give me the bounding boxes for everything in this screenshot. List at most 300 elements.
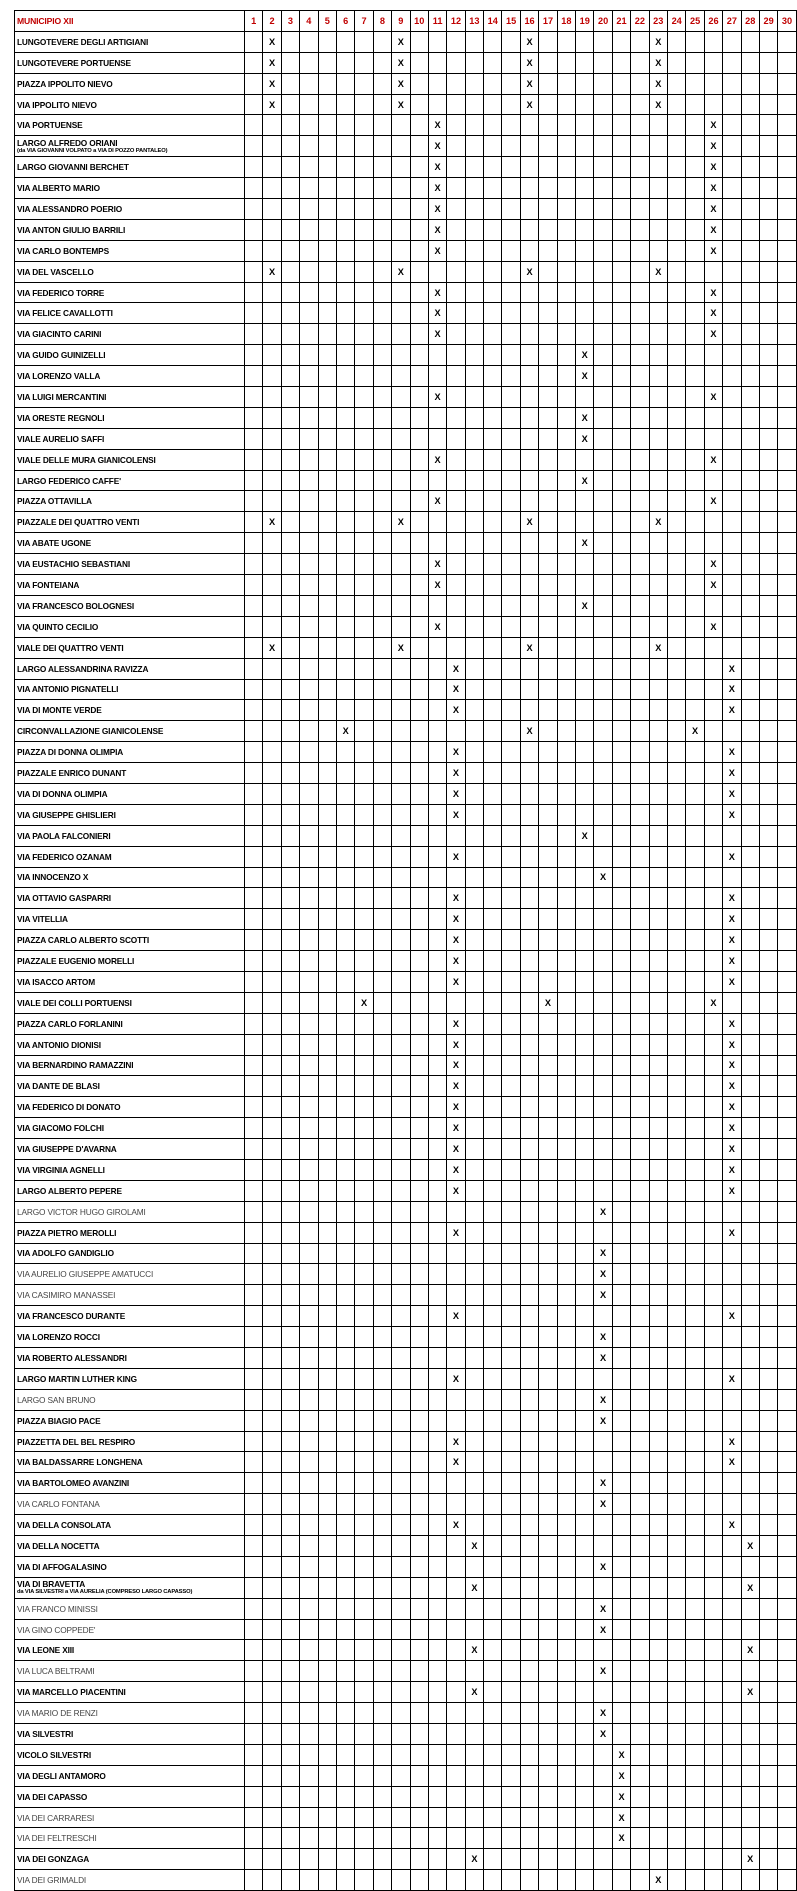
day-cell	[245, 1703, 263, 1724]
day-cell	[373, 700, 391, 721]
day-cell	[778, 1327, 796, 1348]
day-cell	[281, 157, 299, 178]
day-cell	[373, 1598, 391, 1619]
day-cell	[502, 1410, 520, 1431]
day-cell	[778, 700, 796, 721]
day-cell	[447, 1724, 465, 1745]
day-cell	[465, 449, 483, 470]
day-cell	[245, 595, 263, 616]
day-cell	[741, 804, 759, 825]
day-cell	[447, 73, 465, 94]
table-row	[15, 1201, 797, 1222]
day-mark: X	[723, 1180, 741, 1201]
day-cell	[300, 94, 318, 115]
day-cell	[502, 366, 520, 387]
day-cell	[318, 1055, 336, 1076]
day-cell	[410, 115, 428, 136]
table-row	[15, 1285, 797, 1306]
day-cell	[336, 742, 354, 763]
day-mark: X	[392, 31, 410, 52]
day-cell	[373, 1849, 391, 1870]
day-cell	[576, 1013, 594, 1034]
day-cell	[667, 888, 685, 909]
day-cell	[778, 261, 796, 282]
day-cell	[392, 1724, 410, 1745]
street-name: LARGO FEDERICO CAFFE'	[15, 470, 245, 491]
day-cell	[686, 240, 704, 261]
day-cell	[355, 31, 373, 52]
day-cell	[355, 700, 373, 721]
day-header: 1	[245, 11, 263, 32]
day-cell	[300, 1807, 318, 1828]
day-cell	[686, 804, 704, 825]
day-cell	[245, 1013, 263, 1034]
day-cell	[539, 679, 557, 700]
day-cell	[704, 846, 722, 867]
day-cell	[465, 115, 483, 136]
day-cell	[759, 1348, 777, 1369]
day-cell	[318, 951, 336, 972]
day-cell	[502, 1389, 520, 1410]
day-cell	[263, 1556, 281, 1577]
day-cell	[300, 1389, 318, 1410]
day-mark: X	[263, 94, 281, 115]
day-cell	[336, 491, 354, 512]
day-cell	[557, 303, 575, 324]
table-row	[15, 700, 797, 721]
day-cell	[686, 930, 704, 951]
day-cell	[355, 1180, 373, 1201]
day-cell	[631, 1097, 649, 1118]
street-name: VIA ISACCO ARTOM	[15, 971, 245, 992]
day-cell	[612, 1201, 630, 1222]
day-cell	[631, 324, 649, 345]
day-cell	[612, 512, 630, 533]
day-cell	[759, 1786, 777, 1807]
day-cell	[557, 1327, 575, 1348]
day-cell	[502, 1327, 520, 1348]
day-cell	[594, 721, 612, 742]
day-cell	[576, 616, 594, 637]
day-mark: X	[649, 261, 667, 282]
day-cell	[759, 407, 777, 428]
day-cell	[355, 73, 373, 94]
day-cell	[373, 1703, 391, 1724]
day-cell	[300, 616, 318, 637]
day-cell	[631, 178, 649, 199]
day-cell	[428, 1431, 446, 1452]
day-cell	[373, 261, 391, 282]
day-mark: X	[428, 303, 446, 324]
day-cell	[649, 1619, 667, 1640]
day-cell	[759, 1159, 777, 1180]
day-cell	[281, 1849, 299, 1870]
day-header: 20	[594, 11, 612, 32]
street-name-note: da VIA SILVESTRI a VIA AURELIA (COMPRESO LARGO CAPASSO)	[17, 1589, 193, 1596]
day-cell	[741, 1243, 759, 1264]
day-cell	[759, 783, 777, 804]
day-cell	[557, 742, 575, 763]
day-cell	[373, 470, 391, 491]
day-cell	[594, 1118, 612, 1139]
day-cell	[649, 1765, 667, 1786]
day-cell	[649, 1515, 667, 1536]
day-cell	[502, 1765, 520, 1786]
day-cell	[245, 1849, 263, 1870]
day-cell	[300, 219, 318, 240]
day-cell	[484, 1139, 502, 1160]
day-cell	[428, 470, 446, 491]
day-cell	[667, 303, 685, 324]
day-cell	[281, 178, 299, 199]
day-header: 29	[759, 11, 777, 32]
day-cell	[539, 1849, 557, 1870]
day-cell	[263, 1619, 281, 1640]
day-cell	[245, 303, 263, 324]
day-cell	[723, 324, 741, 345]
day-cell	[723, 867, 741, 888]
day-cell	[631, 554, 649, 575]
day-cell	[557, 1264, 575, 1285]
day-cell	[300, 303, 318, 324]
day-mark: X	[447, 742, 465, 763]
day-cell	[281, 1619, 299, 1640]
day-cell	[263, 554, 281, 575]
day-cell	[612, 1034, 630, 1055]
day-cell	[428, 1577, 446, 1598]
street-name: VIA FEDERICO OZANAM	[15, 846, 245, 867]
day-cell	[667, 240, 685, 261]
day-cell	[336, 700, 354, 721]
street-name: VIA GIACOMO FOLCHI	[15, 1118, 245, 1139]
day-cell	[410, 1849, 428, 1870]
day-cell	[576, 1619, 594, 1640]
day-cell	[778, 1368, 796, 1389]
day-cell	[336, 407, 354, 428]
day-cell	[336, 658, 354, 679]
day-cell	[355, 1619, 373, 1640]
day-mark: X	[576, 470, 594, 491]
day-cell	[576, 1368, 594, 1389]
header-row	[15, 11, 797, 32]
table-row	[15, 94, 797, 115]
day-cell	[686, 199, 704, 220]
street-name: VIA BERNARDINO RAMAZZINI	[15, 1055, 245, 1076]
day-cell	[557, 1870, 575, 1891]
day-cell	[484, 616, 502, 637]
day-cell	[631, 136, 649, 157]
day-cell	[686, 1285, 704, 1306]
day-cell	[686, 115, 704, 136]
day-cell	[778, 1744, 796, 1765]
day-cell	[778, 1661, 796, 1682]
day-cell	[263, 1577, 281, 1598]
day-cell	[741, 1765, 759, 1786]
day-cell	[778, 1243, 796, 1264]
table-row	[15, 387, 797, 408]
day-header: 15	[502, 11, 520, 32]
day-mark: X	[447, 846, 465, 867]
day-cell	[631, 1034, 649, 1055]
day-header: 11	[428, 11, 446, 32]
day-header: 14	[484, 11, 502, 32]
day-mark: X	[263, 637, 281, 658]
street-name: VIA FEDERICO TORRE	[15, 282, 245, 303]
day-cell	[318, 1703, 336, 1724]
day-cell	[318, 742, 336, 763]
day-cell	[392, 992, 410, 1013]
day-cell	[778, 1034, 796, 1055]
day-cell	[631, 1682, 649, 1703]
day-cell	[465, 387, 483, 408]
day-cell	[631, 1807, 649, 1828]
day-cell	[263, 721, 281, 742]
day-cell	[263, 1849, 281, 1870]
day-cell	[392, 428, 410, 449]
day-cell	[557, 73, 575, 94]
day-cell	[723, 1807, 741, 1828]
day-cell	[686, 971, 704, 992]
table-row	[15, 1703, 797, 1724]
day-cell	[300, 407, 318, 428]
day-cell	[263, 742, 281, 763]
day-mark: X	[428, 387, 446, 408]
day-cell	[612, 867, 630, 888]
day-cell	[557, 1118, 575, 1139]
day-cell	[686, 407, 704, 428]
day-cell	[667, 366, 685, 387]
day-cell	[723, 1640, 741, 1661]
day-cell	[723, 1494, 741, 1515]
day-cell	[245, 1452, 263, 1473]
day-cell	[649, 1744, 667, 1765]
day-cell	[410, 1619, 428, 1640]
day-cell	[594, 1786, 612, 1807]
day-cell	[649, 971, 667, 992]
day-cell	[428, 52, 446, 73]
street-name: LARGO SAN BRUNO	[15, 1389, 245, 1410]
day-mark: X	[649, 1870, 667, 1891]
day-cell	[539, 1765, 557, 1786]
day-cell	[281, 554, 299, 575]
street-name: VIA DELLA NOCETTA	[15, 1536, 245, 1557]
day-cell	[355, 1786, 373, 1807]
day-cell	[484, 554, 502, 575]
day-cell	[392, 1222, 410, 1243]
day-cell	[649, 115, 667, 136]
street-name: VIALE DELLE MURA GIANICOLENSI	[15, 449, 245, 470]
day-cell	[631, 742, 649, 763]
day-cell	[447, 721, 465, 742]
day-cell	[594, 1034, 612, 1055]
day-cell	[428, 992, 446, 1013]
day-cell	[465, 261, 483, 282]
day-cell	[428, 1389, 446, 1410]
day-cell	[484, 470, 502, 491]
day-cell	[245, 1494, 263, 1515]
street-name: VIA ABATE UGONE	[15, 533, 245, 554]
street-name: VIA DI DONNA OLIMPIA	[15, 783, 245, 804]
day-cell	[778, 1306, 796, 1327]
day-cell	[594, 1682, 612, 1703]
day-cell	[759, 1327, 777, 1348]
day-cell	[245, 240, 263, 261]
day-cell	[667, 1786, 685, 1807]
day-cell	[759, 387, 777, 408]
day-mark: X	[447, 658, 465, 679]
day-cell	[631, 428, 649, 449]
day-cell	[631, 679, 649, 700]
day-cell	[245, 1556, 263, 1577]
day-cell	[281, 1598, 299, 1619]
day-cell	[557, 94, 575, 115]
street-name: VIALE DEI COLLI PORTUENSI	[15, 992, 245, 1013]
municipio-title: MUNICIPIO XII	[15, 11, 245, 32]
day-cell	[741, 1097, 759, 1118]
day-cell	[447, 1473, 465, 1494]
day-cell	[520, 1159, 538, 1180]
day-cell	[428, 658, 446, 679]
day-cell	[373, 1285, 391, 1306]
day-mark: X	[447, 1159, 465, 1180]
day-cell	[355, 345, 373, 366]
day-cell	[502, 909, 520, 930]
day-cell	[649, 1097, 667, 1118]
day-cell	[428, 1556, 446, 1577]
day-cell	[723, 1348, 741, 1369]
street-name: VIA LORENZO ROCCI	[15, 1327, 245, 1348]
day-cell	[465, 1118, 483, 1139]
day-cell	[759, 1410, 777, 1431]
day-cell	[520, 1703, 538, 1724]
day-cell	[723, 428, 741, 449]
day-cell	[447, 1201, 465, 1222]
day-cell	[612, 1619, 630, 1640]
day-cell	[576, 1285, 594, 1306]
day-cell	[649, 219, 667, 240]
day-cell	[667, 428, 685, 449]
day-cell	[576, 1682, 594, 1703]
day-cell	[465, 867, 483, 888]
day-cell	[428, 1744, 446, 1765]
day-cell	[520, 616, 538, 637]
day-cell	[410, 1765, 428, 1786]
day-cell	[557, 1661, 575, 1682]
day-cell	[392, 930, 410, 951]
day-header: 27	[723, 11, 741, 32]
day-cell	[447, 115, 465, 136]
day-cell	[373, 219, 391, 240]
day-cell	[686, 366, 704, 387]
day-cell	[300, 157, 318, 178]
day-cell	[502, 700, 520, 721]
day-cell	[355, 1076, 373, 1097]
day-cell	[410, 930, 428, 951]
day-cell	[484, 219, 502, 240]
day-cell	[245, 1410, 263, 1431]
day-cell	[576, 449, 594, 470]
street-name: VIA EUSTACHIO SEBASTIANI	[15, 554, 245, 575]
day-cell	[539, 1536, 557, 1557]
day-cell	[686, 616, 704, 637]
day-cell	[263, 825, 281, 846]
day-cell	[759, 449, 777, 470]
day-cell	[502, 867, 520, 888]
day-cell	[704, 1556, 722, 1577]
day-cell	[245, 324, 263, 345]
day-cell	[539, 345, 557, 366]
day-cell	[520, 1786, 538, 1807]
day-cell	[557, 1243, 575, 1264]
day-cell	[631, 1724, 649, 1745]
day-cell	[300, 136, 318, 157]
day-cell	[355, 1327, 373, 1348]
day-cell	[631, 470, 649, 491]
day-cell	[649, 930, 667, 951]
day-cell	[723, 157, 741, 178]
day-cell	[281, 1431, 299, 1452]
day-mark: X	[355, 992, 373, 1013]
day-cell	[465, 178, 483, 199]
day-mark: X	[428, 136, 446, 157]
day-cell	[612, 470, 630, 491]
day-cell	[392, 219, 410, 240]
day-cell	[447, 282, 465, 303]
table-row	[15, 595, 797, 616]
day-cell	[612, 1327, 630, 1348]
day-mark: X	[649, 52, 667, 73]
day-cell	[778, 31, 796, 52]
day-cell	[667, 1118, 685, 1139]
day-cell	[465, 1139, 483, 1160]
day-cell	[281, 658, 299, 679]
day-cell	[741, 1786, 759, 1807]
day-cell	[465, 366, 483, 387]
day-cell	[465, 1661, 483, 1682]
day-cell	[557, 1285, 575, 1306]
day-cell	[557, 930, 575, 951]
day-cell	[649, 951, 667, 972]
day-cell	[318, 115, 336, 136]
day-cell	[410, 575, 428, 596]
day-cell	[741, 1473, 759, 1494]
day-cell	[336, 930, 354, 951]
day-cell	[667, 219, 685, 240]
day-cell	[392, 157, 410, 178]
day-cell	[318, 1139, 336, 1160]
day-cell	[318, 1180, 336, 1201]
day-cell	[245, 387, 263, 408]
day-cell	[557, 1473, 575, 1494]
day-cell	[741, 1368, 759, 1389]
day-cell	[539, 1327, 557, 1348]
day-cell	[667, 637, 685, 658]
day-cell	[484, 783, 502, 804]
day-cell	[245, 1348, 263, 1369]
day-cell	[759, 1515, 777, 1536]
day-cell	[778, 1786, 796, 1807]
day-cell	[392, 1410, 410, 1431]
day-cell	[520, 1870, 538, 1891]
day-cell	[373, 303, 391, 324]
day-cell	[263, 679, 281, 700]
street-name: PIAZZALE DEI QUATTRO VENTI	[15, 512, 245, 533]
day-cell	[392, 1348, 410, 1369]
day-cell	[686, 1410, 704, 1431]
day-cell	[465, 1306, 483, 1327]
day-cell	[704, 345, 722, 366]
table-row	[15, 846, 797, 867]
